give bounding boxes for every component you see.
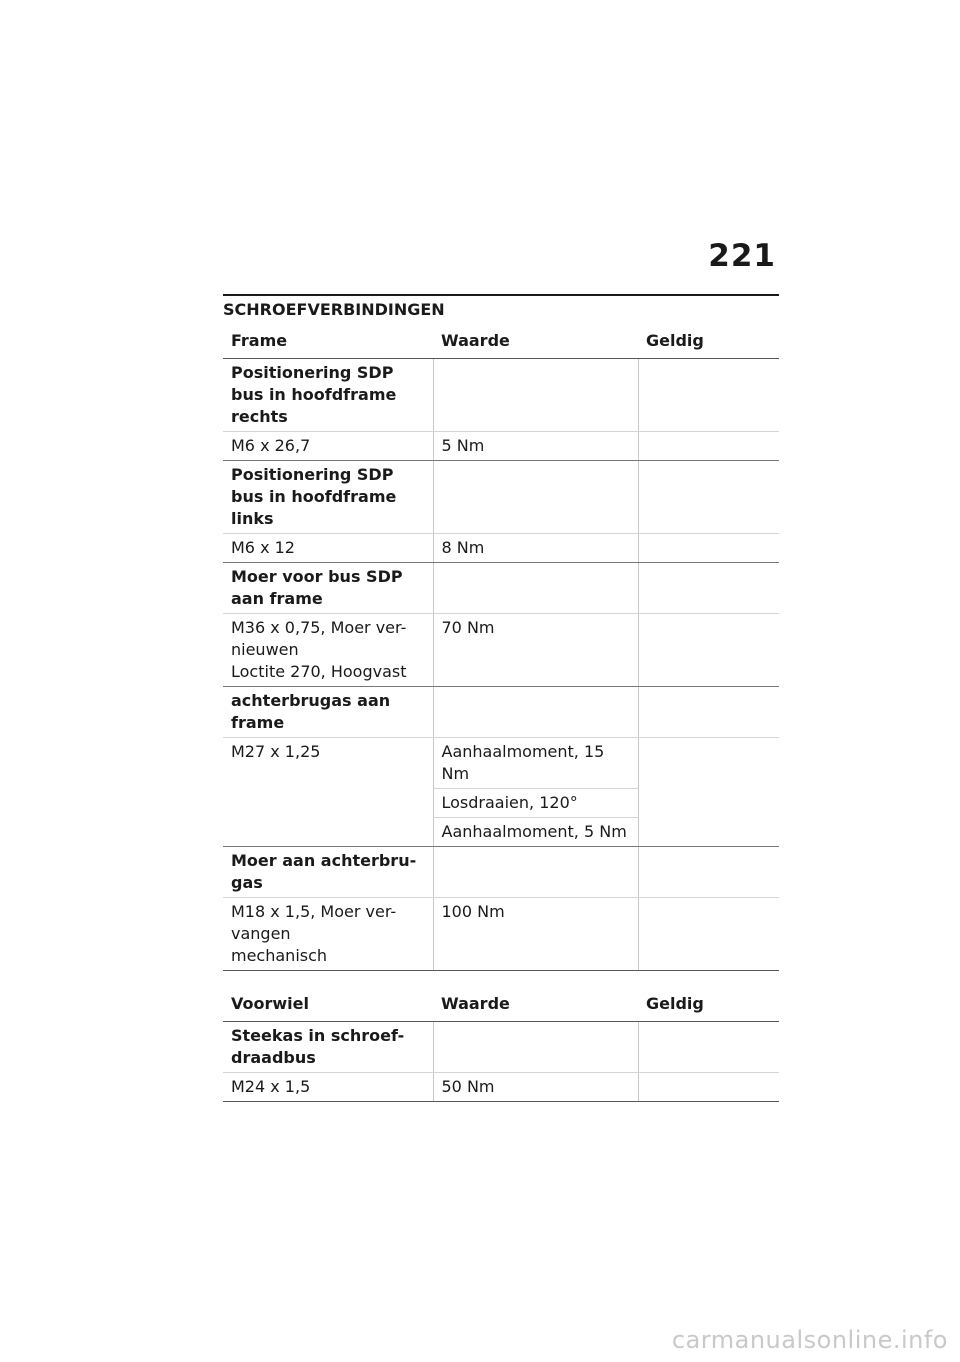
column-header-value: Waarde (433, 322, 638, 359)
screw-connections-section (223, 294, 779, 1102)
component-title: Positionering SDP bus in hoofdframe links (223, 461, 433, 534)
table-row (223, 534, 779, 563)
value-cell: Losdraaien, 120° (433, 789, 638, 818)
value-cell: Aanhaalmoment, 5 Nm (433, 818, 638, 847)
table-row (223, 359, 779, 432)
table-row (223, 687, 779, 738)
spec-cell: M24 x 1,5 (223, 1073, 433, 1102)
table-row (223, 898, 779, 971)
value-cell: 5 Nm (433, 432, 638, 461)
table-row (223, 847, 779, 898)
table-header-row (223, 985, 779, 1022)
table-row (223, 563, 779, 614)
column-header-front-wheel: Voorwiel (223, 985, 433, 1022)
page-number: 221 (708, 238, 776, 274)
column-header-valid: Geldig (638, 322, 779, 359)
component-title: Moer voor bus SDP aan frame (223, 563, 433, 614)
spec-cell: M6 x 26,7 (223, 432, 433, 461)
table-row (223, 738, 779, 789)
table-row (223, 461, 779, 534)
value-cell: 50 Nm (433, 1073, 638, 1102)
value-cell: 70 Nm (433, 614, 638, 687)
spec-cell: M6 x 12 (223, 534, 433, 563)
value-cell: 100 Nm (433, 898, 638, 971)
table-row (223, 432, 779, 461)
watermark: carmanualsonline.info (671, 1326, 948, 1354)
value-cell: Aanhaalmoment, 15 Nm (433, 738, 638, 789)
spec-cell: M36 x 0,75, Moer ver- nieuwen Loctite 270, Hoogvast (223, 614, 433, 687)
table-row (223, 614, 779, 687)
component-title: Steekas in schroef-draadbus (223, 1022, 433, 1073)
component-title: achterbrugas aan frame (223, 687, 433, 738)
table-header-row (223, 322, 779, 359)
column-header-valid: Geldig (638, 985, 779, 1022)
front-wheel-table (223, 985, 779, 1102)
column-header-frame: Frame (223, 322, 433, 359)
value-cell: 8 Nm (433, 534, 638, 563)
component-title: Moer aan achterbru-gas (223, 847, 433, 898)
table-row (223, 1022, 779, 1073)
column-header-value: Waarde (433, 985, 638, 1022)
table-row (223, 1073, 779, 1102)
spec-cell: M27 x 1,25 (223, 738, 433, 847)
component-title: Positionering SDP bus in hoofdframe rechts (223, 359, 433, 432)
section-title: SCHROEFVERBINDINGEN (223, 294, 779, 322)
frame-table (223, 322, 779, 971)
spec-cell: M18 x 1,5, Moer ver- vangen mechanisch (223, 898, 433, 971)
